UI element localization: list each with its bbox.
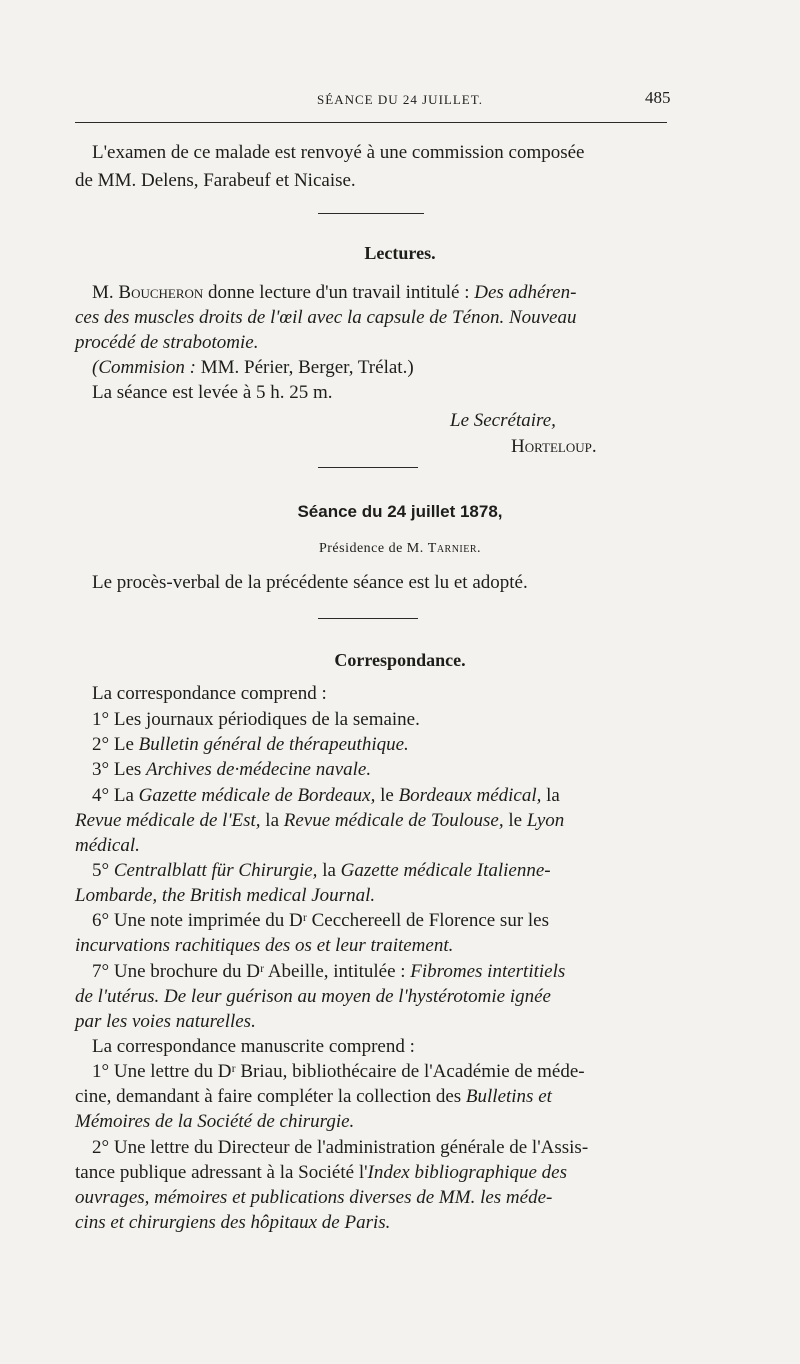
- manuscrite-intro: La correspondance manuscrite comprend :: [92, 1036, 415, 1057]
- lectures-paragraph-line-3: [75, 332, 258, 354]
- journal-title: Bulletin général de thérapeuthique.: [138, 734, 409, 755]
- journal-title: Gazette médicale Italienne-: [340, 860, 551, 881]
- item-4-line-1: [92, 785, 560, 807]
- header-rule: [75, 122, 667, 123]
- correspondance-heading: Correspondance.: [334, 650, 466, 670]
- manuscript-1-line-3: [75, 1111, 354, 1133]
- text-run: la: [317, 860, 341, 881]
- text-run: 7° Une brochure du Dʳ Abeille, intitulée :: [92, 961, 411, 982]
- item-6-line-1: 6° Une note imprimée du Dʳ Cecchereell de Florence sur les: [92, 910, 550, 931]
- section-rule: [318, 467, 418, 468]
- journal-title: Lyon: [526, 810, 565, 831]
- text-run: le: [375, 785, 399, 806]
- text-run: 2° Le: [92, 734, 139, 755]
- journal-title: Archives de·médecine navale.: [146, 759, 372, 780]
- signature-role-text: Le Secrétaire,: [450, 410, 556, 431]
- president-name: Tarnier.: [427, 541, 482, 556]
- lectures-heading: Lectures.: [364, 243, 436, 263]
- work-title: ces des muscles droits de l'œil avec la capsule de Ténon. Nouveau: [75, 307, 577, 328]
- author-name: M. Boucheron: [92, 282, 204, 303]
- item-4-line-2: [75, 810, 564, 832]
- work-title: de l'utérus. De leur guérison au moyen de l'hystérotomie ignée: [75, 986, 551, 1007]
- presidence-label: Présidence de M.: [318, 541, 428, 556]
- item-6-line-2: [75, 935, 453, 957]
- section-rule: [318, 213, 424, 214]
- item-1: 1° Les journaux périodiques de la semaine.: [92, 709, 420, 730]
- proces-verbal-line: Le procès-verbal de la précédente séance est lu et adopté.: [92, 572, 528, 593]
- item-7-line-2: [75, 986, 551, 1008]
- item-7-line-3: [75, 1011, 256, 1033]
- text-run: la: [260, 810, 284, 831]
- seance-title: Séance du 24 juillet 1878,: [297, 502, 503, 521]
- journal-title: Lombarde, the British medical Journal.: [75, 885, 376, 906]
- page-number: 485: [645, 88, 671, 107]
- work-title: Des adhéren-: [474, 282, 577, 303]
- signature-name: Horteloup.: [511, 436, 597, 457]
- work-title: par les voies naturelles.: [75, 1011, 256, 1032]
- manuscript-2-line-4: [75, 1212, 390, 1234]
- signature-role: [450, 410, 556, 432]
- item-2: [92, 734, 409, 756]
- item-4-line-3: [75, 835, 140, 857]
- item-7-line-1: [92, 961, 565, 983]
- manuscript-2-line-3: [75, 1187, 552, 1209]
- section-rule: [318, 618, 418, 619]
- work-title: Mémoires de la Société de chirurgie.: [75, 1111, 355, 1132]
- intro-line-1: L'examen de ce malade est renvoyé à une commission composée: [92, 142, 585, 163]
- manuscript-2-line-2: [75, 1162, 567, 1184]
- work-title: incurvations rachitiques des os et leur traitement.: [75, 935, 454, 956]
- levee-line: La séance est levée à 5 h. 25 m.: [92, 382, 333, 403]
- journal-title: Bordeaux médical,: [398, 785, 542, 806]
- item-3: [92, 759, 371, 781]
- manuscript-1-line-2: [75, 1086, 552, 1108]
- work-title: procédé de strabotomie.: [75, 332, 259, 353]
- journal-title: Revue médicale de l'Est,: [75, 810, 261, 831]
- text-run: cine, demandant à faire compléter la collection des: [75, 1086, 466, 1107]
- item-5-line-1: [92, 860, 551, 882]
- manuscript-2-line-1: 2° Une lettre du Directeur de l'administration générale de l'Assis-: [92, 1137, 589, 1158]
- commission-label: (Commision :: [92, 357, 201, 378]
- running-header: SÉANCE DU 24 JUILLET.: [317, 92, 483, 107]
- text-run: tance publique adressant à la Société l': [75, 1162, 368, 1183]
- manuscript-1-line-1: 1° Une lettre du Dʳ Briau, bibliothécaire de l'Académie de méde-: [92, 1061, 585, 1082]
- work-title: ouvrages, mémoires et publications diverses de MM. les méde-: [75, 1187, 553, 1208]
- intro-line-2: de MM. Delens, Farabeuf et Nicaise.: [75, 170, 356, 191]
- text-run: le: [503, 810, 527, 831]
- text-run: 3° Les: [92, 759, 147, 780]
- journal-title: médical.: [75, 835, 140, 856]
- journal-title: Gazette médicale de Bordeaux,: [138, 785, 376, 806]
- lectures-paragraph-line-2: [75, 307, 576, 329]
- text-run: la: [541, 785, 560, 806]
- item-5-line-2: [75, 885, 375, 907]
- text-run: 5°: [92, 860, 114, 881]
- text-run: 4° La: [92, 785, 139, 806]
- presidence-line: [0, 541, 800, 557]
- commission-names: MM. Périer, Berger, Trélat.): [200, 357, 414, 378]
- work-title: cins et chirurgiens des hôpitaux de Paris.: [75, 1212, 391, 1233]
- work-title: Fibromes intertitiels: [410, 961, 566, 982]
- text-run: donne lecture d'un travail intitulé :: [203, 282, 475, 303]
- journal-title: Centralblatt für Chirurgie,: [113, 860, 318, 881]
- lectures-paragraph-line-1: [92, 282, 576, 304]
- journal-title: Revue médicale de Toulouse,: [283, 810, 504, 831]
- correspondance-intro: La correspondance comprend :: [92, 683, 327, 704]
- work-title: Index bibliographique des: [367, 1162, 568, 1183]
- work-title: Bulletins et: [465, 1086, 552, 1107]
- commission-line: [92, 357, 414, 379]
